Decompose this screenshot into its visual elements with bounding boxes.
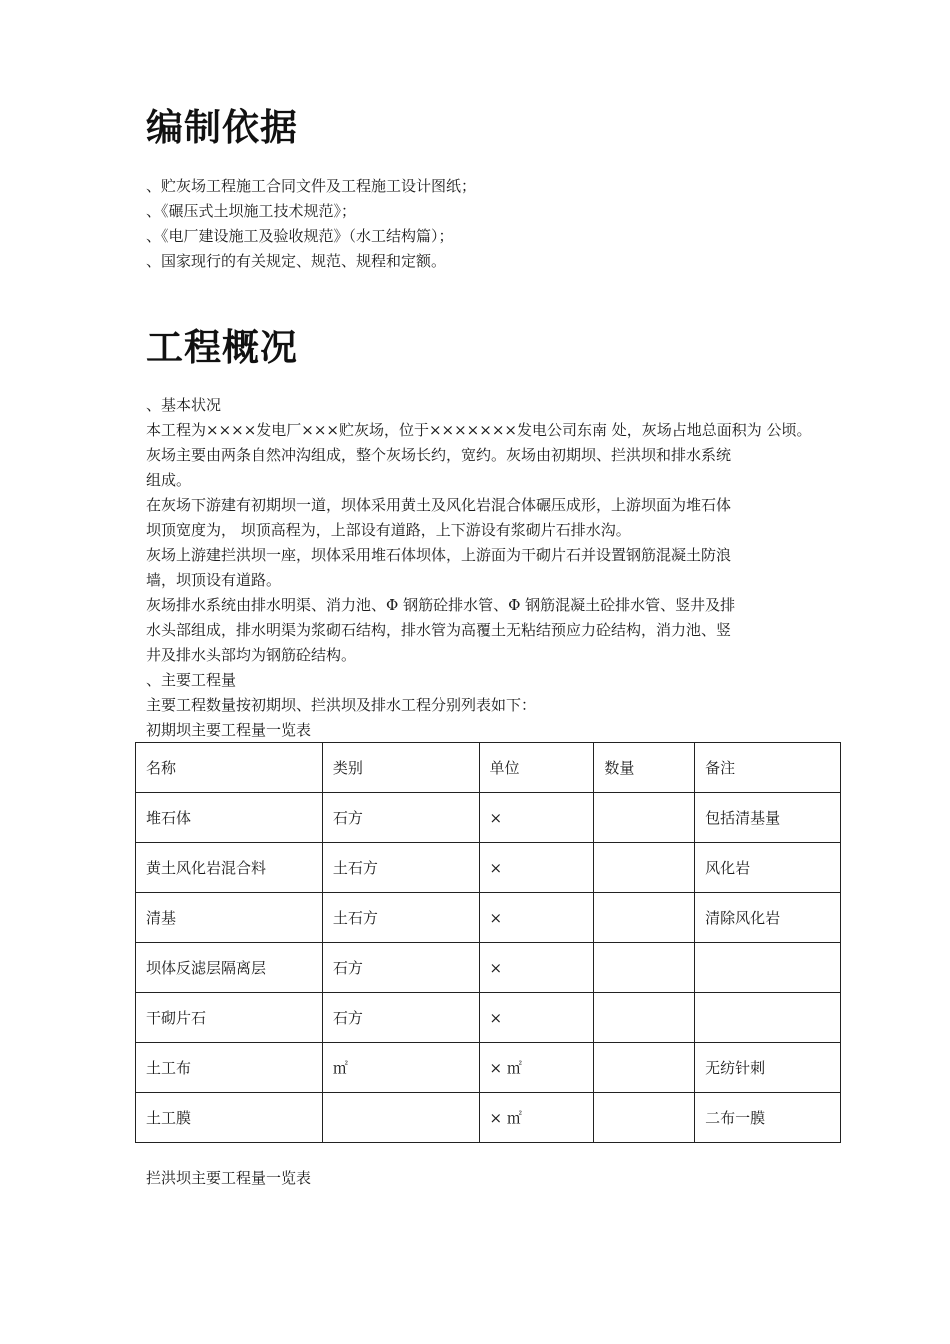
- table-cell: 无纺针刺: [695, 1043, 841, 1093]
- table-cell: [695, 993, 841, 1043]
- list-item: 、贮灰场工程施工合同文件及工程施工设计图纸；: [146, 177, 477, 195]
- table-cell: ×: [479, 943, 594, 993]
- table-cell: [594, 1093, 695, 1143]
- table-cell: [695, 943, 841, 993]
- table-cell: 土石方: [322, 893, 479, 943]
- table-cell: 包括清基量: [695, 793, 841, 843]
- table-cell: ×: [479, 843, 594, 893]
- table-row: [136, 943, 841, 993]
- body-line: 坝顶宽度为， 坝顶高程为，上部设有道路，上下游设有浆砌片石排水沟。: [146, 521, 631, 539]
- initial-dam-quantity-table: [135, 742, 841, 1143]
- section-title-overview: 工程概况: [146, 326, 298, 369]
- table-cell: 堆石体: [136, 793, 323, 843]
- table-cell: 土石方: [322, 843, 479, 893]
- body-line: 墙，坝顶设有道路。: [146, 571, 282, 589]
- table-cell: [594, 943, 695, 993]
- table1-caption: 初期坝主要工程量一览表: [146, 721, 312, 739]
- table-cell: [594, 893, 695, 943]
- table-cell: [594, 793, 695, 843]
- section-title-basis: 编制依据: [146, 106, 298, 149]
- table-cell: 黄土风化岩混合料: [136, 843, 323, 893]
- header-cell: 名称: [136, 743, 323, 793]
- table-cell: 干砌片石: [136, 993, 323, 1043]
- table-cell: 石方: [322, 943, 479, 993]
- table-cell: 风化岩: [695, 843, 841, 893]
- body-line: 本工程为××××发电厂×××贮灰场，位于×××××××发电公司东南 处，灰场占地总面积为 公顷。: [146, 421, 812, 439]
- subheading-quantities: 、主要工程量: [146, 671, 237, 689]
- list-item: 、国家现行的有关规定、规范、规程和定额。: [146, 252, 447, 270]
- header-cell: 备注: [695, 743, 841, 793]
- subheading-basic: 、基本状况: [146, 396, 222, 414]
- table-cell: 土工膜: [136, 1093, 323, 1143]
- table-cell: 土工布: [136, 1043, 323, 1093]
- list-item: 、《碾压式土坝施工技术规范》；: [146, 202, 357, 220]
- table-cell: ×: [479, 993, 594, 1043]
- table-cell: 清除风化岩: [695, 893, 841, 943]
- body-line: 水头部组成，排水明渠为浆砌石结构，排水管为高覆土无粘结预应力砼结构，消力池、竖: [146, 621, 732, 639]
- header-cell: 数量: [594, 743, 695, 793]
- table-cell: [594, 993, 695, 1043]
- body-line: 组成。: [146, 471, 192, 489]
- table-cell: 石方: [322, 993, 479, 1043]
- header-cell: 单位: [479, 743, 594, 793]
- table-cell: ㎡: [322, 1043, 479, 1093]
- basis-list: [146, 174, 826, 274]
- header-cell: 类别: [322, 743, 479, 793]
- list-item: 、《电厂建设施工及验收规范》（水工结构篇）；: [146, 227, 454, 245]
- quantities-intro: 主要工程数量按初期坝、拦洪坝及排水工程分别列表如下：: [146, 696, 537, 714]
- table-cell: × ㎡: [479, 1093, 594, 1143]
- table-cell: [594, 1043, 695, 1093]
- table-row: [136, 1093, 841, 1143]
- body-line: 在灰场下游建有初期坝一道，坝体采用黄土及风化岩混合体碾压成形，上游坝面为堆石体: [146, 496, 732, 514]
- table-cell: 石方: [322, 793, 479, 843]
- table-cell: 坝体反滤层隔离层: [136, 943, 323, 993]
- body-line: 灰场排水系统由排水明渠、消力池、Φ 钢筋砼排水管、Φ 钢筋混凝土砼排水管、竖井及排: [146, 596, 736, 614]
- table-cell: 清基: [136, 893, 323, 943]
- body-line: 灰场主要由两条自然冲沟组成，整个灰场长约，宽约。灰场由初期坝、拦洪坝和排水系统: [146, 446, 732, 464]
- table-row: [136, 793, 841, 843]
- table-cell: ×: [479, 893, 594, 943]
- body-line: 井及排水头部均为钢筋砼结构。: [146, 646, 357, 664]
- table-row: [136, 993, 841, 1043]
- overview-body: [146, 393, 826, 743]
- body-line: 灰场上游建拦洪坝一座，坝体采用堆石体坝体，上游面为干砌片石并设置钢筋混凝土防浪: [146, 546, 732, 564]
- table-cell: [322, 1093, 479, 1143]
- table-row: [136, 893, 841, 943]
- table-cell: [594, 843, 695, 893]
- table-cell: × ㎡: [479, 1043, 594, 1093]
- table-row: [136, 1043, 841, 1093]
- table-header-row: [136, 743, 841, 793]
- table-row: [136, 843, 841, 893]
- table-cell: 二布一膜: [695, 1093, 841, 1143]
- table2-caption: 拦洪坝主要工程量一览表: [146, 1169, 312, 1187]
- table-cell: ×: [479, 793, 594, 843]
